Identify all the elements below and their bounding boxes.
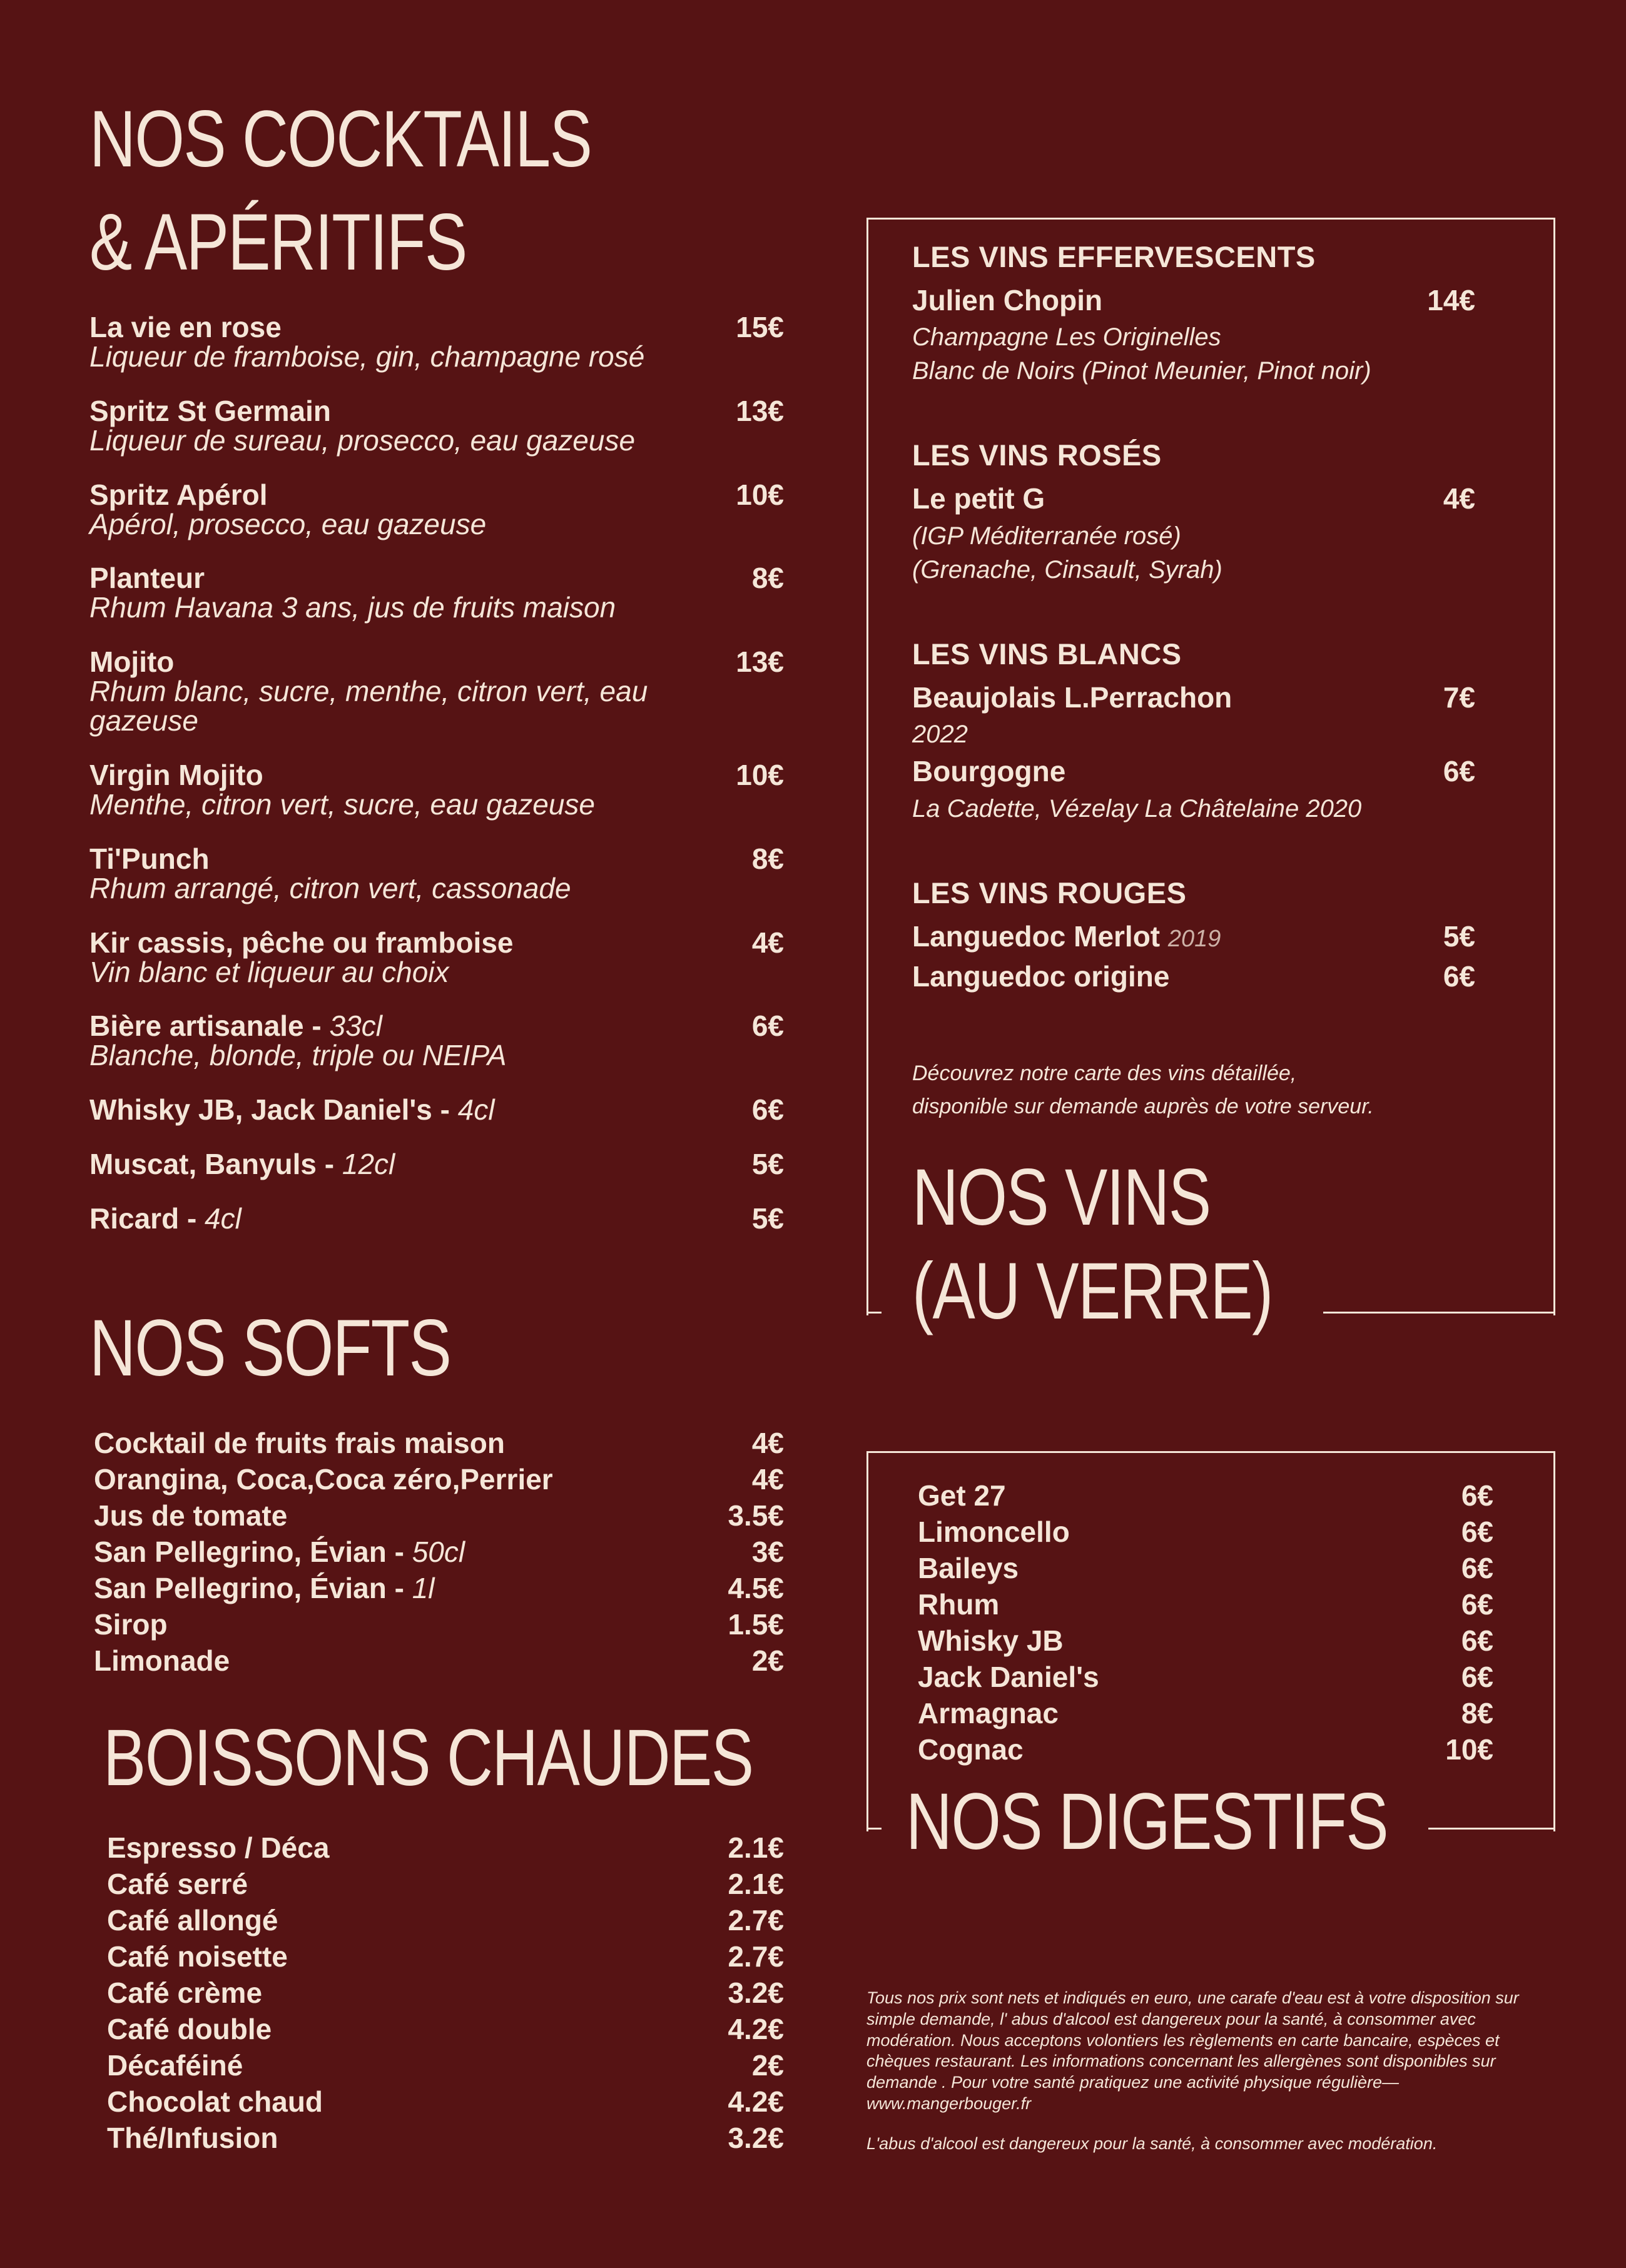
cocktail-item [89,394,784,457]
cocktail-name [89,394,331,427]
hot-drink-item-label: Chocolat chaud [107,2085,323,2118]
digestif-item-name [918,1550,1019,1586]
cocktail-label: Planteur [89,562,205,595]
wine-name [912,751,1065,791]
cocktail-price: 5€ [751,1202,784,1235]
soft-item-volume: 50cl [412,1536,465,1568]
hot-drink-item-name [107,2011,272,2047]
soft-item-name [94,1497,287,1534]
wine-name [912,916,1221,956]
hot-drink-item-label: Café crème [107,1977,263,2009]
wine-row [912,916,1475,956]
cocktail-name [89,313,282,342]
wine-price: 5€ [1443,919,1475,953]
hot-drink-item-name [107,1975,262,2011]
digestif-item-price: 6€ [1461,1516,1493,1548]
wine-row [912,280,1475,320]
hot-drink-item-label: Café serré [107,1868,248,1900]
hot-drink-item-name [107,1938,288,1975]
soft-item-name [94,1606,168,1643]
wine-label: Julien Chopin [912,284,1103,316]
cocktail-item [89,928,784,987]
cocktail-description: Liqueur de framboise, gin, champagne rosé [89,340,645,373]
digestif-item [918,1695,1493,1731]
cocktail-name [89,758,263,791]
legal-text: Tous nos prix sont nets et indiqués en euro, une carafe d'eau est à votre disposition sur simple demande, l' abus d'alcool est dangereux pour la santé, à consommer avec modération. Nous acceptons volontiers les règlements en carte bancaire, espèces et chèques restaurant. Les informations concernant les allergènes sont disponibles sur demande . Pour votre santé pratiquez une activité physique régulière—www.mangerbouger.fr [866,1988,1519,2113]
cocktail-row [89,1011,784,1041]
wine-price: 6€ [1443,959,1475,993]
hot-drink-item [107,1938,784,1975]
wine-detail: Blanc de Noirs (Pinot Meunier, Pinot noir) [912,357,1371,385]
wines-note-line2: disponible sur demande auprès de votre serveur. [912,1094,1374,1118]
hot-drink-item [107,2120,784,2156]
cocktail-item [89,1095,784,1125]
hot-drink-item-name [107,2083,323,2120]
soft-item-label: Limonade [94,1644,230,1677]
wine-section [912,637,1475,826]
hot-drink-item-label: Café noisette [107,1940,288,1973]
cocktail-volume: 12cl [342,1148,395,1181]
hot-drink-item-name [107,2120,278,2156]
digestif-item-name [918,1586,999,1623]
hot-drink-item-price: 2.1€ [728,1868,784,1900]
hot-drink-item-name [107,1902,278,1938]
hot-drink-item-price: 2.7€ [728,1940,784,1973]
wines-frame-bottom-left [866,1312,882,1314]
digestif-item-label: Cognac [918,1733,1024,1766]
wines-frame-bottom-right [1323,1312,1553,1314]
soft-item [94,1570,784,1606]
wine-row [912,478,1475,519]
digestif-item-price: 6€ [1461,1661,1493,1693]
cocktails-title [89,88,591,294]
cocktail-label: Kir cassis, pêche ou framboise [89,926,514,959]
wine-detail: (IGP Méditerranée rosé) [912,522,1181,550]
wine-row [912,751,1475,791]
wines-title [912,1151,1273,1339]
cocktail-item [89,647,784,736]
cocktail-item [89,758,784,821]
hot-drink-item [107,1830,784,1866]
cocktail-label: Spritz St Germain [89,394,331,427]
cocktail-label: Virgin Mojito [89,758,263,791]
soft-item-price: 3€ [751,1536,784,1568]
wine-price: 6€ [1443,755,1475,788]
digestifs-frame-bottom-left [866,1828,882,1830]
digestif-item-label: Limoncello [918,1516,1070,1548]
digestif-item-price: 8€ [1461,1697,1493,1729]
cocktail-description: Rhum blanc, sucre, menthe, citron vert, eau gazeuse [89,675,648,737]
soft-item [94,1643,784,1679]
cocktail-name [89,1095,495,1125]
hot-drink-item-label: Café allongé [107,1904,278,1936]
cocktail-price: 8€ [751,562,784,595]
cocktail-price: 6€ [751,1093,784,1126]
cocktail-label: Ricard - [89,1202,205,1235]
softs-title: NOS SOFTS [89,1304,451,1393]
cocktail-row [89,313,784,342]
hot-drink-item-label: Espresso / Déca [107,1831,330,1864]
soft-item-label: San Pellegrino, Évian - [94,1572,412,1604]
cocktail-row [89,1150,784,1179]
hot-drink-item-price: 2.7€ [728,1904,784,1936]
hot-drink-item [107,1975,784,2011]
soft-item-name [94,1534,465,1570]
soft-item-name [94,1570,435,1606]
soft-item-name [94,1425,505,1461]
wine-label: Languedoc origine [912,959,1170,993]
hot-drink-item [107,2011,784,2047]
cocktail-price: 6€ [751,1010,784,1043]
cocktail-price: 13€ [736,645,784,679]
cocktail-name [89,928,514,958]
digestif-item [918,1550,1493,1586]
chaudes-list [107,1830,784,2156]
wine-detail: 2022 [912,721,968,749]
hot-drink-item [107,1902,784,1938]
cocktails-title-line2: & APÉRITIFS [89,198,467,287]
cocktail-item [89,480,784,539]
wine-name [912,956,1169,996]
hot-drink-item [107,2083,784,2120]
cocktail-volume: 4cl [205,1202,241,1235]
wine-label: Languedoc Merlot [912,919,1168,953]
hot-drink-item-price: 2.1€ [728,1831,784,1864]
wine-name [912,280,1102,320]
soft-item-label: Jus de tomate [94,1499,288,1532]
cocktail-description: Liqueur de sureau, prosecco, eau gazeuse [89,423,636,457]
digestif-item-price: 6€ [1461,1552,1493,1584]
cocktail-row [89,1204,784,1233]
hot-drink-item-label: Décaféiné [107,2049,243,2082]
wine-detail: Champagne Les Originelles [912,323,1221,352]
digestif-item [918,1514,1493,1550]
cocktail-name [89,647,174,677]
cocktail-label: La vie en rose [89,311,282,343]
cocktail-description: Blanche, blonde, triple ou NEIPA [89,1039,507,1072]
soft-item [94,1534,784,1570]
cocktail-price: 13€ [736,394,784,427]
cocktail-row [89,647,784,677]
soft-item [94,1606,784,1643]
hot-drink-item-name [107,2047,243,2083]
soft-item [94,1461,784,1497]
soft-item-label: Cocktail de fruits frais maison [94,1427,505,1459]
wine-section [912,438,1475,586]
cocktail-price: 10€ [736,758,784,791]
cocktail-name [89,1150,395,1179]
digestif-item-name [918,1695,1059,1731]
wine-detail: (Grenache, Cinsault, Syrah) [912,555,1222,584]
hot-drink-item [107,1866,784,1902]
wine-row [912,956,1475,996]
digestif-item [918,1477,1493,1514]
soft-item [94,1425,784,1461]
digestif-item-price: 6€ [1461,1624,1493,1657]
hot-drink-item-price: 4.2€ [728,2013,784,2045]
soft-item-price: 1.5€ [728,1608,784,1641]
wine-label: Beaujolais L.Perrachon [912,681,1232,714]
cocktails-title-line1: NOS COCKTAILS [89,94,592,184]
cocktail-row [89,564,784,593]
digestif-item-name [918,1659,1099,1695]
wines-list [912,240,1475,1046]
cocktail-item [89,1011,784,1070]
cocktails-list [89,313,784,1258]
cocktail-row [89,1095,784,1125]
cocktail-item [89,564,784,622]
cocktail-volume: 33cl [329,1010,382,1043]
chaudes-title: BOISSONS CHAUDES [103,1713,753,1803]
hot-drink-item-name [107,1866,248,1902]
cocktail-item [89,1204,784,1233]
legal-alcohol-warning: L'abus d'alcool est dangereux pour la santé, à consommer avec modération. [866,2134,1438,2153]
digestif-item-label: Armagnac [918,1697,1059,1729]
digestif-item-label: Rhum [918,1588,1000,1621]
cocktail-description: Apérol, prosecco, eau gazeuse [89,507,487,540]
legal-notice [866,1988,1552,2173]
cocktail-row [89,758,784,791]
soft-item-price: 4€ [751,1427,784,1459]
wine-name [912,677,1232,717]
wine-section [912,876,1475,997]
soft-item-label: San Pellegrino, Évian - [94,1536,412,1568]
wine-row [912,677,1475,717]
cocktail-price: 4€ [751,926,784,959]
hot-drink-item-name [107,1830,329,1866]
digestif-item-price: 6€ [1461,1479,1493,1512]
soft-item [94,1497,784,1534]
cocktail-name [89,1011,382,1041]
digestifs-list [918,1477,1493,1768]
cocktail-label: Spritz Apérol [89,478,268,511]
wine-price: 7€ [1443,681,1475,714]
cocktail-label: Whisky JB, Jack Daniel's - [89,1093,458,1126]
digestif-item-name [918,1731,1024,1768]
cocktail-price: 10€ [736,478,784,511]
hot-drink-item-price: 3.2€ [728,1977,784,2009]
hot-drink-item-price: 2€ [751,2049,784,2082]
digestif-item-price: 10€ [1445,1733,1493,1766]
digestif-item [918,1659,1493,1695]
digestif-item-label: Get 27 [918,1479,1006,1512]
cocktail-item [89,313,784,372]
digestifs-title: NOS DIGESTIFS [906,1777,1388,1866]
cocktail-label: Muscat, Banyuls - [89,1148,342,1181]
cocktail-name [89,480,268,510]
cocktail-volume: 4cl [457,1093,495,1126]
digestif-item-name [918,1514,1070,1550]
digestif-item-price: 6€ [1461,1588,1493,1621]
cocktail-description: Rhum arrangé, citron vert, cassonade [89,871,571,904]
cocktail-label: Mojito [89,645,175,679]
cocktail-row [89,844,784,874]
wine-section-heading: LES VINS EFFERVESCENTS [912,240,1316,273]
soft-item-name [94,1461,553,1497]
cocktail-name [89,1204,241,1233]
wine-label: Bourgogne [912,755,1066,788]
hot-drink-item-label: Café double [107,2013,272,2045]
softs-list [94,1425,784,1679]
cocktail-description: Menthe, citron vert, sucre, eau gazeuse [89,787,595,821]
cocktail-name [89,844,210,874]
cocktail-name [89,564,205,593]
cocktail-price: 5€ [751,1148,784,1181]
digestif-item-label: Jack Daniel's [918,1661,1099,1693]
digestif-item-name [918,1477,1006,1514]
cocktail-price: 15€ [736,311,784,343]
soft-item-volume: 1l [412,1572,435,1604]
cocktail-row [89,394,784,427]
wine-name [912,478,1045,519]
cocktail-description: Rhum Havana 3 ans, jus de fruits maison [89,591,616,624]
wines-title-line1: NOS VINS [912,1153,1211,1242]
soft-item-label: Orangina, Coca,Coca zéro,Perrier [94,1463,553,1496]
soft-item-label: Sirop [94,1608,168,1641]
soft-item-price: 2€ [751,1644,784,1677]
hot-drink-item [107,2047,784,2083]
digestif-item [918,1731,1493,1768]
cocktail-description: Vin blanc et liqueur au choix [89,955,449,988]
soft-item-price: 4.5€ [728,1572,784,1604]
cocktail-item [89,1150,784,1179]
cocktail-label: Ti'Punch [89,842,210,875]
soft-item-price: 4€ [751,1463,784,1496]
cocktail-item [89,844,784,903]
wine-detail: La Cadette, Vézelay La Châtelaine 2020 [912,794,1362,823]
wine-price: 4€ [1443,482,1475,515]
digestif-item [918,1623,1493,1659]
cocktail-row [89,480,784,510]
soft-item-name [94,1643,230,1679]
wines-note [912,1057,1475,1123]
digestif-item-label: Whisky JB [918,1624,1064,1657]
wine-year: 2019 [1167,925,1221,952]
digestifs-frame-bottom-right [1428,1828,1553,1830]
wines-note-line1: Découvrez notre carte des vins détaillée, [912,1061,1297,1085]
wine-label: Le petit G [912,482,1045,515]
wine-section-heading: LES VINS ROSÉS [912,438,1162,472]
cocktail-price: 8€ [751,842,784,875]
wine-section-heading: LES VINS BLANCS [912,637,1182,671]
digestif-item [918,1586,1493,1623]
wine-section-heading: LES VINS ROUGES [912,876,1187,909]
wine-price: 14€ [1427,284,1475,316]
wine-section [912,240,1475,388]
cocktail-label: Bière artisanale - [89,1010,330,1043]
hot-drink-item-label: Thé/Infusion [107,2122,278,2154]
digestif-item-label: Baileys [918,1552,1019,1584]
hot-drink-item-price: 3.2€ [728,2122,784,2154]
wines-title-line2: (AU VERRE) [912,1247,1273,1336]
hot-drink-item-price: 4.2€ [728,2085,784,2118]
digestif-item-name [918,1623,1064,1659]
soft-item-price: 3.5€ [728,1499,784,1532]
cocktail-row [89,928,784,958]
